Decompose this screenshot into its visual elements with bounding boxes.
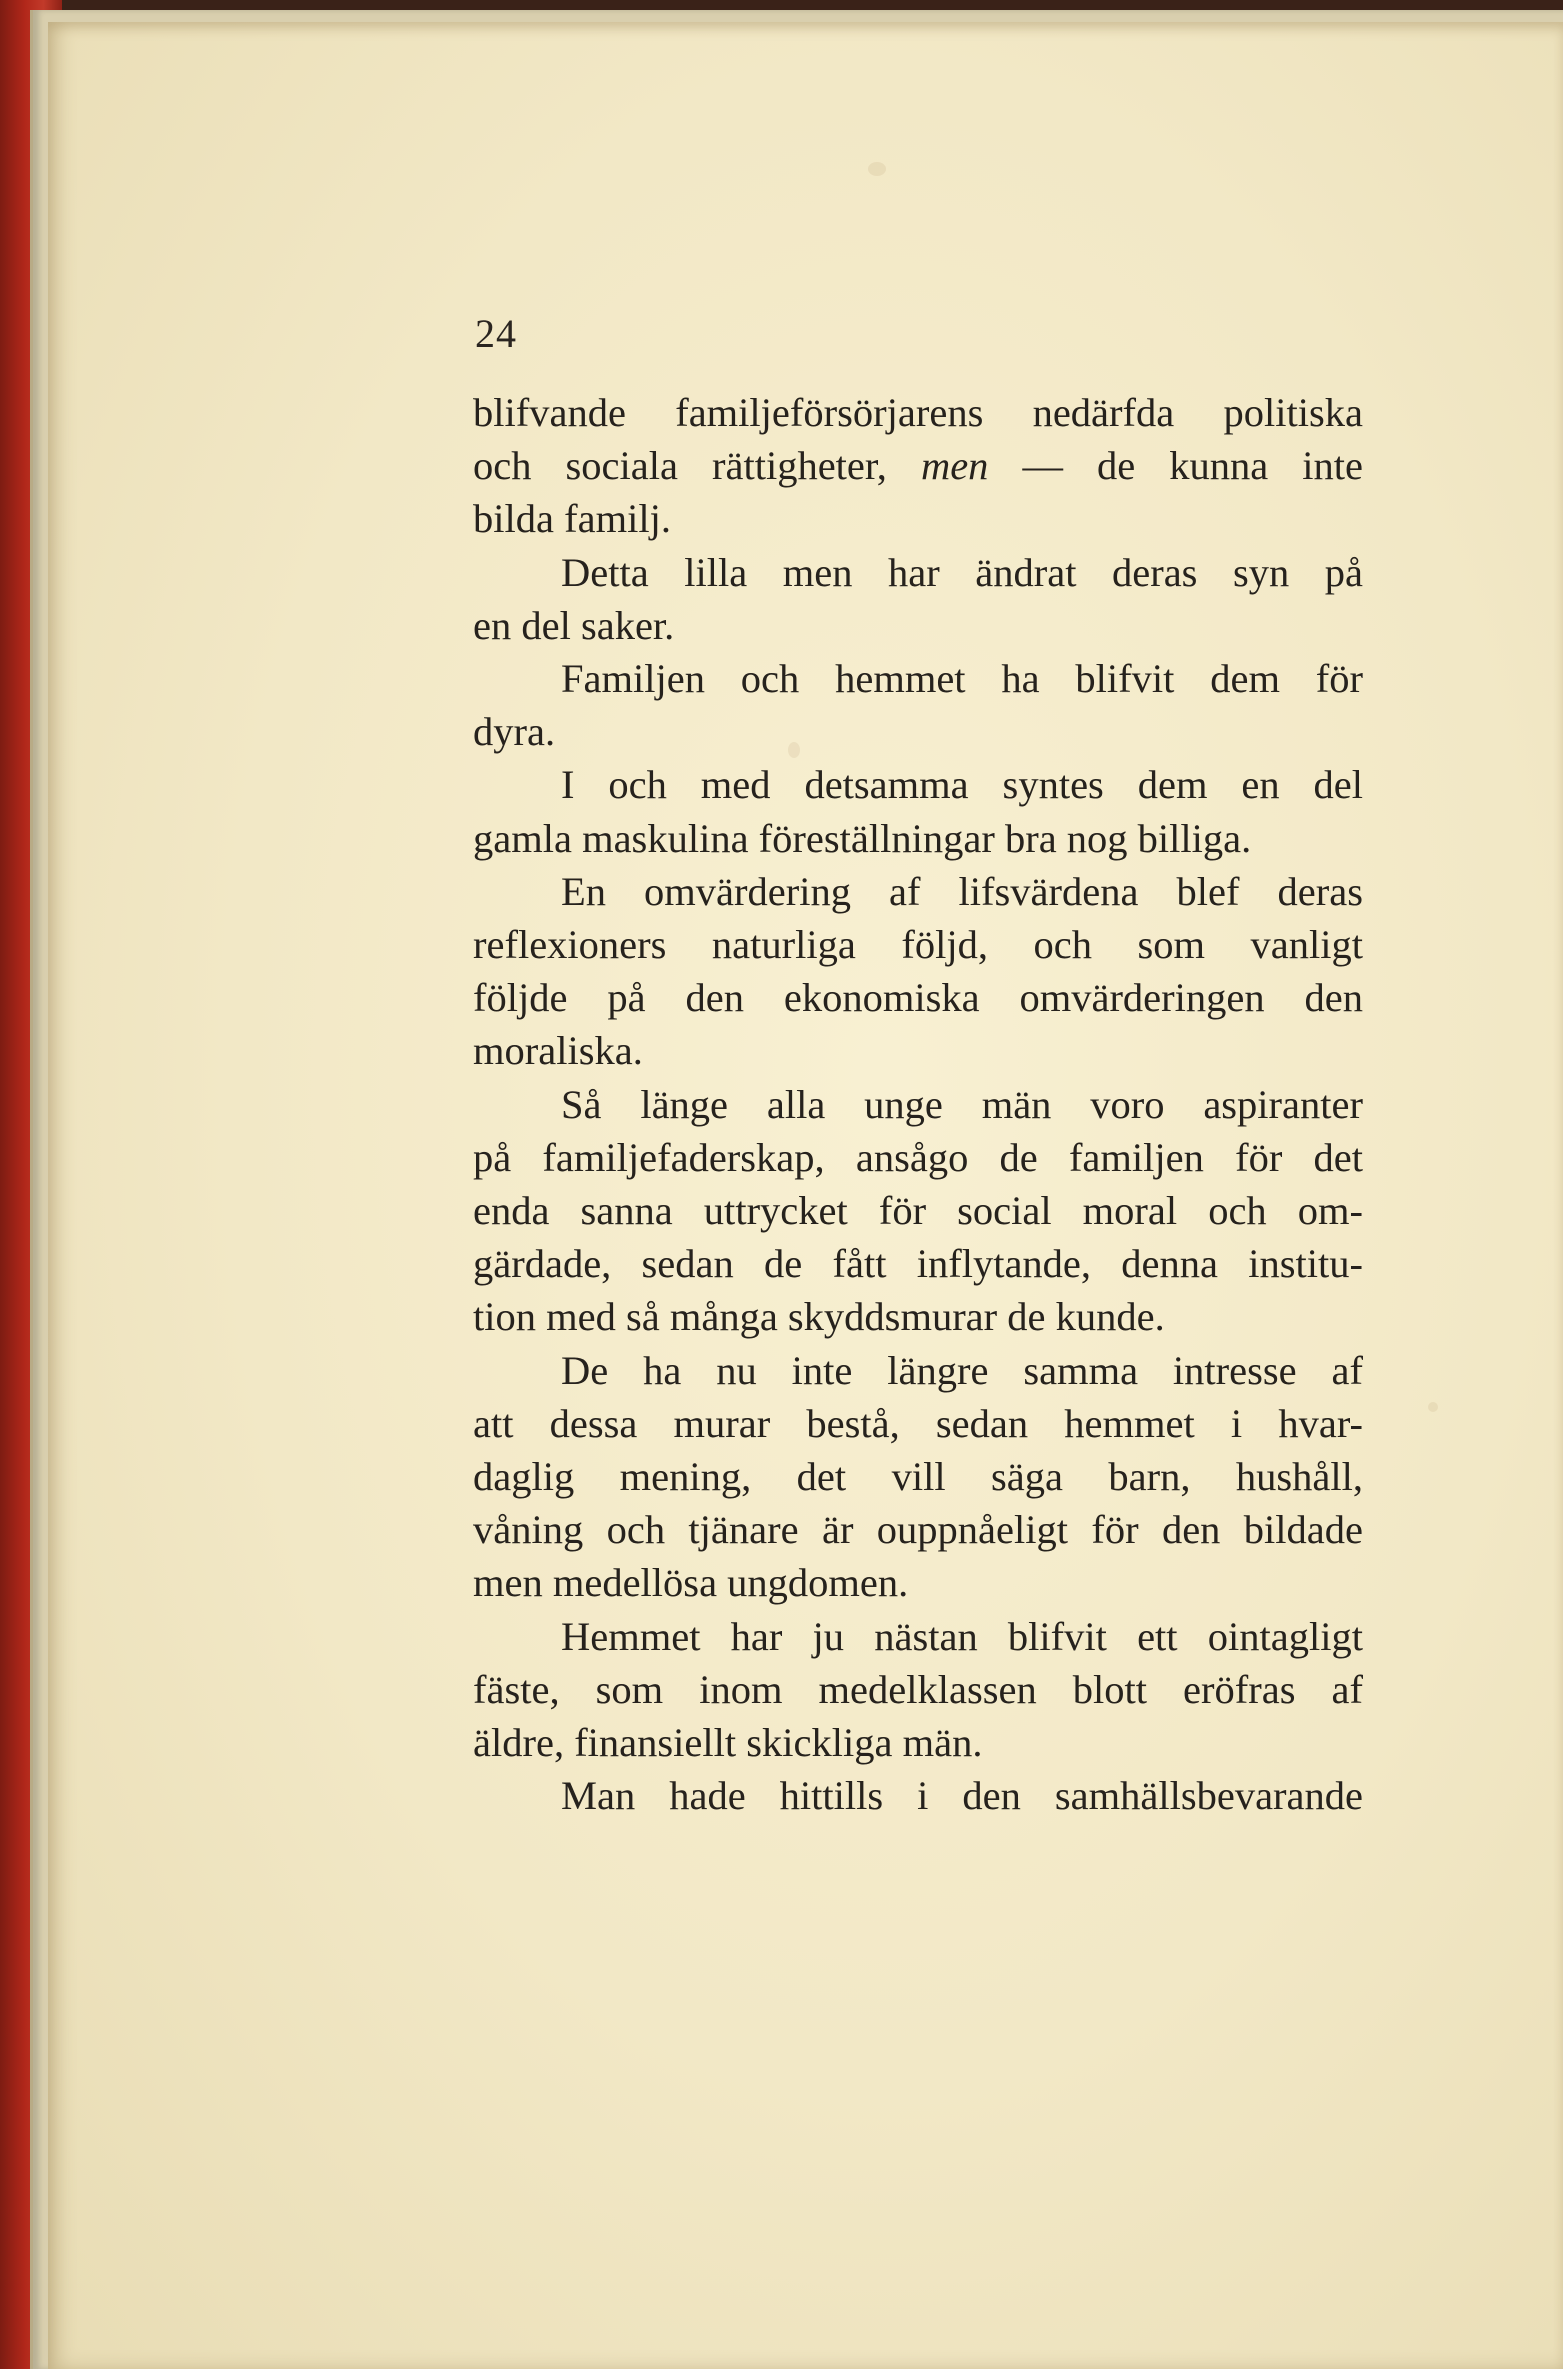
text-line: tion med så många skyddsmurar de kunde. [473, 1294, 1165, 1340]
text-line: gärdade, sedan de fått inflytande, denna institu- [473, 1241, 1363, 1287]
text-line: reflexioners naturliga följd, och som vanligt [473, 922, 1363, 968]
text-line: De ha nu inte längre samma intresse af [561, 1347, 1363, 1393]
text-line: daglig mening, det vill säga barn, hushåll, [473, 1454, 1363, 1500]
text-line: och sociala rättigheter, men — de kunna inte [473, 443, 1364, 489]
text-line: att dessa murar bestå, sedan hemmet i hvar- [473, 1400, 1363, 1446]
text-line: Man hade hittills i den samhällsbevarande [561, 1773, 1363, 1819]
text-line: enda sanna uttrycket för social moral och om- [473, 1188, 1363, 1234]
body-text [473, 386, 1363, 1822]
emphasized-word: men [920, 443, 989, 489]
text-line: Detta lilla men har ändrat deras syn på [561, 549, 1363, 595]
text-line: våning och tjänare är ouppnåeligt för den bildade [473, 1507, 1363, 1553]
text-line: moraliska. [473, 1028, 643, 1074]
text-line: bilda familj. [473, 496, 671, 542]
text-line: Familjen och hemmet ha blifvit dem för [561, 656, 1363, 702]
text-line: en del saker. [473, 602, 675, 648]
text-line: men medellösa ungdomen. [473, 1560, 909, 1606]
text-line: följde på den ekonomiska omvärderingen den [473, 975, 1363, 1021]
text-line: fäste, som inom medelklassen blott eröfras af [473, 1666, 1363, 1712]
text-line: Hemmet har ju nästan blifvit ett ointagligt [561, 1613, 1363, 1659]
text-line: En omvärdering af lifsvärdena blef deras [561, 868, 1363, 914]
text-line: gamla maskulina föreställningar bra nog billiga. [473, 815, 1252, 861]
text-line: äldre, finansiellt skickliga män. [473, 1720, 983, 1766]
foxing-spot [868, 162, 886, 176]
page-number: 24 [475, 311, 517, 356]
foxing-spot [1428, 1402, 1438, 1412]
text-line: dyra. [473, 709, 556, 755]
text-line: Så länge alla unge män voro aspiranter [561, 1081, 1363, 1127]
text-line: I och med detsamma syntes dem en del [561, 762, 1363, 808]
text-line: blifvande familjeförsörjarens nedärfda politiska [473, 390, 1363, 435]
text-line: på familjefaderskap, ansågo de familjen för det [473, 1134, 1363, 1180]
